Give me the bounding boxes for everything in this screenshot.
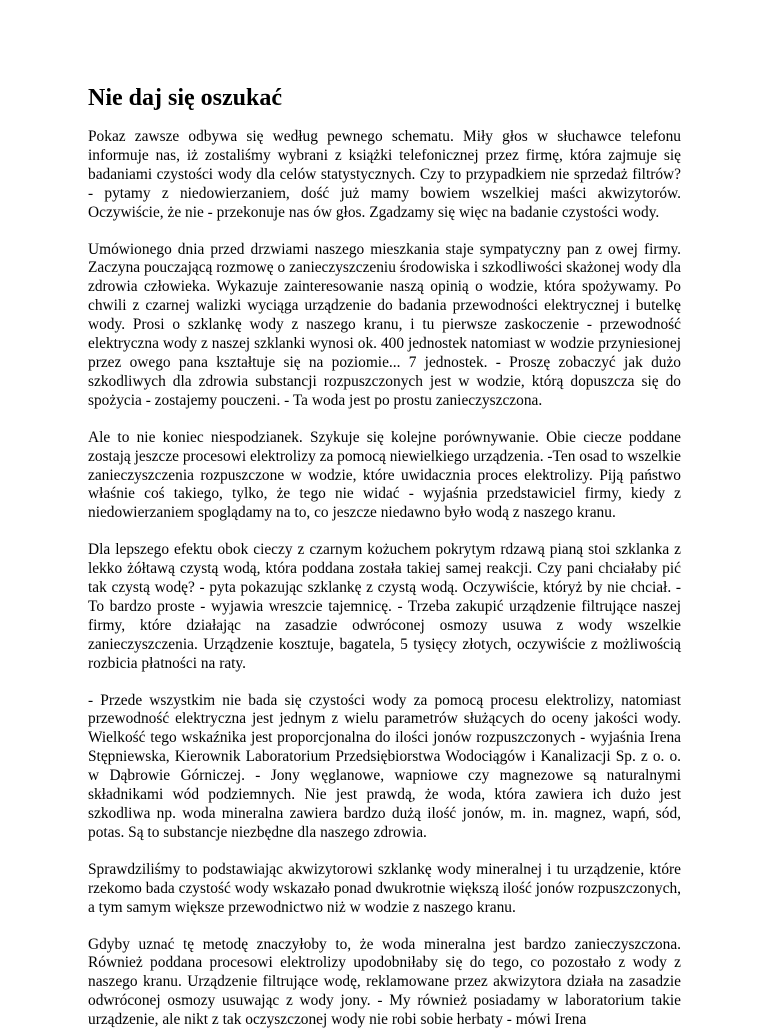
paragraph-6: Sprawdziliśmy to podstawiając akwizytorowi szklankę wody mineralnej i tu urządzenie, które rzekomo bada czystość wody wskazało ponad dwukrotnie większą ilość jonów rozpuszczonych, a tym samym większe przewodnictwo niż w wodzie z naszego kranu. bbox=[88, 860, 681, 916]
document-title: Nie daj się oszukać bbox=[88, 85, 282, 111]
paragraph-5: - Przede wszystkim nie bada się czystości wody za pomocą procesu elektrolizy, natomiast przewodność elektryczna jest jednym z wielu parametrów służących do oceny jakości wody. Wielkość tego wskaźnika jest proporcjonalna do ilości jonów rozpuszczonych - wyjaśnia Irena Stępniewska, Kierownik Laboratorium Przedsiębiorstwa Wodociągów i Kanalizacji Sp. z o. o. w Dąbrowie Górniczej. - Jony węglanowe, wapniowe czy magnezowe są naturalnymi składnikami wód podziemnych. Nie jest prawdą, że woda, która zawiera ich dużo jest szkodliwa np. woda mineralna zawiera bardzo dużą ilość jonów, m. in. magnez, wapń, sód, potas. Są to substancje niezbędne dla naszego zdrowia. bbox=[88, 691, 681, 841]
document-page bbox=[88, 84, 681, 1030]
paragraph-4: Dla lepszego efektu obok cieczy z czarnym kożuchem pokrytym rdzawą pianą stoi szklanka z lekko żółtawą czystą wodą, która poddana została takiej samej reakcji. Czy pani chciałaby pić tak czystą wodę? - pyta pokazując szklankę z czystą wodą. Oczywiście, któryż by nie chciał. - To bardzo proste - wyjawia wreszcie tajemnicę. - Trzeba zakupić urządzenie filtrujące naszej firmy, które działając na zasadzie odwróconej osmozy usuwa z wody wszelkie zanieczyszczenia. Urządzenie kosztuje, bagatela, 5 tysięcy złotych, oczywiście z możliwością rozbicia płatności na raty. bbox=[88, 541, 681, 672]
paragraph-1: Pokaz zawsze odbywa się według pewnego schematu. Miły głos w słuchawce telefonu informuje nas, iż zostaliśmy wybrani z książki telefonicznej przez firmę, która zajmuje się badaniami czystości wody dla celów statystycznych. Czy to przypadkiem nie sprzedaż filtrów? - pytamy z niedowierzaniem, dość już mamy bowiem wszelkiej maści akwizytorów. Oczywiście, że nie - przekonuje nas ów głos. Zgadzamy się więc na badanie czystości wody. bbox=[88, 128, 681, 221]
paragraph-7: Gdyby uznać tę metodę znaczyłoby to, że woda mineralna jest bardzo zanieczyszczona. Również poddana procesowi elektrolizy upodobniłaby się do tego, co pozostało z wody z naszego kranu. Urządzenie filtrujące wodę, reklamowane przez akwizytora działa na zasadzie odwróconej osmozy usuwając z wody jony. - My również posiadamy w laboratorium takie urządzenie, ale nikt z tak oczyszczonej wody nie robi sobie herbaty - mówi Irena bbox=[88, 935, 681, 1029]
paragraph-2: Umówionego dnia przed drzwiami naszego mieszkania staje sympatyczny pan z owej firmy. Zaczyna pouczającą rozmowę o zanieczyszczeniu środowiska i szkodliwości skażonej wody dla zdrowia człowieka. Wykazuje zainteresowanie naszą opinią o wodzie, która spożywamy. Po chwili z czarnej walizki wyciąga urządzenie do badania przewodności elektrycznej i butelkę wody. Prosi o szklankę wody z naszego kranu, i tu pierwsze zaskoczenie - przewodność elektryczna wody z naszej szklanki wynosi ok. 400 jednostek natomiast w wodzie przyniesionej przez owego pana kształtuje się na poziomie... 7 jednostek. - Proszę zobaczyć jak dużo szkodliwych dla zdrowia substancji rozpuszczonych jest w wodzie, którą dopuszcza się do spożycia - zostajemy pouczeni. - Ta woda jest po prostu zanieczyszczona. bbox=[88, 240, 681, 409]
paragraph-3: Ale to nie koniec niespodzianek. Szykuje się kolejne porównywanie. Obie ciecze poddane zostają jeszcze procesowi elektrolizy za pomocą niewielkiego urządzenia. -Ten osad to wszelkie zanieczyszczenia rozpuszczone w wodzie, które uwidacznia proces elektrolizy. Piją państwo właśnie coś takiego, tylko, że tego nie widać - wyjaśnia przedstawiciel firmy, kiedy z niedowierzaniem spoglądamy na to, co jeszcze niedawno było wodą z naszego kranu. bbox=[88, 428, 681, 522]
